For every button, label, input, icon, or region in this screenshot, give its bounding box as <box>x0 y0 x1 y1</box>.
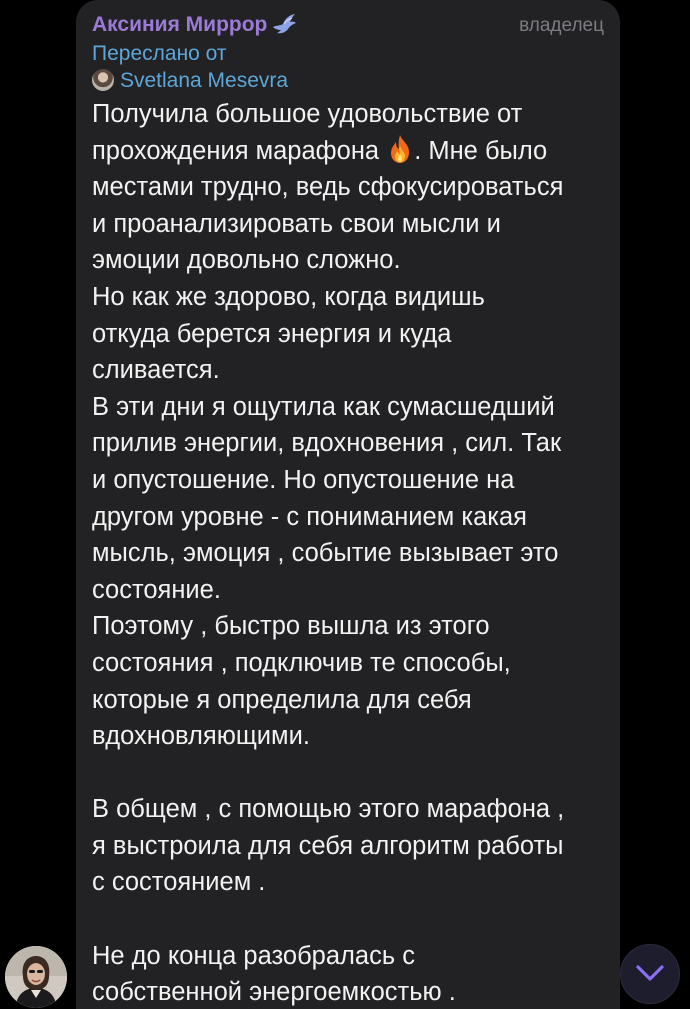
message-line: В эти дни я ощутила как сумасшедший <box>92 392 555 421</box>
message-blank-line <box>92 901 612 938</box>
message-line: состояние. <box>92 575 221 604</box>
message-line <box>92 133 612 170</box>
dove-icon <box>271 13 297 35</box>
message-line: состояния , подключив те способы, <box>92 648 511 677</box>
message-line: откуда берется энергия и куда <box>92 319 452 348</box>
message-line: вдохновляющими. <box>92 722 310 751</box>
message-line: Поэтому , быстро вышла из этого <box>92 612 490 641</box>
message-line: Не до конца разобралась с <box>92 941 415 970</box>
sender-avatar[interactable] <box>5 946 67 1008</box>
message-line: мысль, эмоция , событие вызывает это <box>92 539 559 568</box>
message-line: В общем , с помощью этого марафона , <box>92 795 565 824</box>
forwarded-author-avatar[interactable] <box>92 69 114 91</box>
chevron-down-icon <box>621 945 679 1003</box>
message-line: собственной энергоемкостью . <box>92 978 456 1007</box>
message-line: эмоции довольно сложно. <box>92 246 401 275</box>
message-line: я выстроила для себя алгоритм работы <box>92 831 564 860</box>
message-line: которые я определила для себя <box>92 685 472 714</box>
sender-name[interactable] <box>92 12 297 38</box>
message-line: сливается. <box>92 356 220 385</box>
message-line: Получила большое удовольствие от <box>92 100 523 128</box>
fire-icon <box>386 134 414 164</box>
message-line: Но как же здорово, когда видишь <box>92 282 485 311</box>
avatar-photo <box>5 946 67 1008</box>
forwarded-author-name[interactable]: Svetlana Mesevra <box>120 69 289 92</box>
role-badge: владелец <box>519 15 604 36</box>
message-line: с состоянием . <box>92 868 266 897</box>
message-line: и проанализировать свои мысли и <box>92 209 501 238</box>
scroll-down-button[interactable] <box>620 944 680 1004</box>
message-line: местами трудно, ведь сфокусироваться <box>92 173 564 202</box>
message-blank-line <box>92 755 612 792</box>
sender-name-text[interactable]: Аксиния Миррор <box>92 13 268 36</box>
message-line: прилив энергии, вдохновения , сил. Так <box>92 429 562 458</box>
message-line-part: прохождения марафона <box>92 136 380 165</box>
message-header <box>92 12 604 40</box>
message-line: другом уровне - с пониманием какая <box>92 502 527 531</box>
forwarded-from-link[interactable] <box>92 68 288 94</box>
message-line: и опустошение. Но опустошение на <box>92 465 515 494</box>
forwarded-label: Переслано от <box>92 42 227 65</box>
message-text <box>92 96 612 1009</box>
message-line-part: . Мне было <box>414 136 548 165</box>
